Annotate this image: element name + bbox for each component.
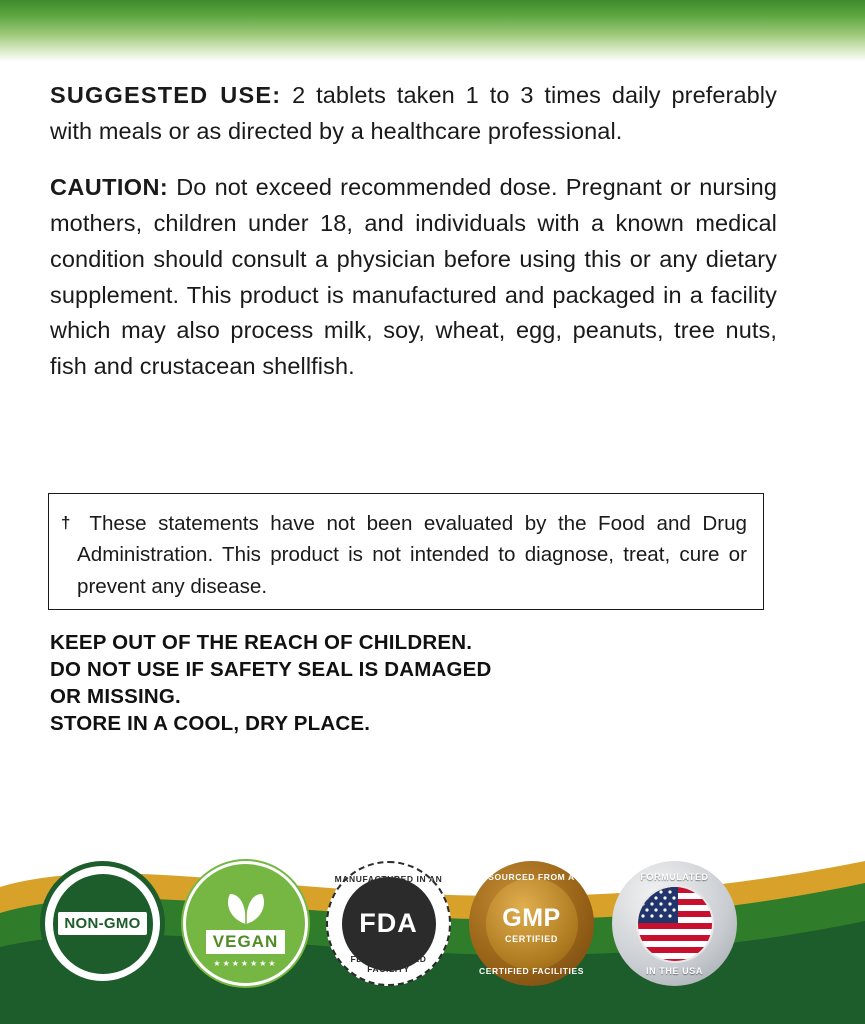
badge-non-gmo-icon [40, 861, 165, 986]
suggested-use-heading: SUGGESTED USE: [50, 82, 282, 108]
label-text-content [50, 78, 777, 385]
badge-gmp-sublabel: CERTIFIED [505, 933, 558, 944]
usa-flag-icon [636, 885, 714, 963]
badge-fda-label: FDA [359, 908, 418, 938]
warning-line: OR MISSING. [50, 685, 181, 709]
badge-formulated-in-usa-icon [612, 861, 737, 986]
fda-disclaimer-box [48, 493, 764, 610]
fda-disclaimer-paragraph [61, 508, 747, 602]
top-green-band [0, 0, 865, 62]
badge-gmp-arc-bottom: CERTIFIED FACILITIES [478, 966, 585, 976]
badge-fda-arc-bottom: FDA INSPECTED FACILITY [350, 954, 427, 974]
badge-usa-arc-top: FORMULATED [640, 872, 709, 882]
badge-gmp-label: GMP [502, 903, 561, 932]
fda-disclaimer-text: These statements have not been evaluated by the Food and Drug Administration. This product is not intended to diagnose, treat, cure or prevent any disease. [77, 512, 747, 598]
badge-vegan-icon [183, 861, 308, 986]
caution-heading: CAUTION: [50, 174, 169, 201]
badge-non-gmo-label: NON-GMO [58, 912, 146, 935]
badge-gmp-arc-top: SOURCED FROM A [488, 872, 575, 882]
suggested-use-paragraph [50, 78, 777, 149]
warning-line: STORE IN A COOL, DRY PLACE. [50, 712, 371, 736]
badge-fda-arc-top: MANUFACTURED IN AN [334, 874, 443, 884]
warning-line: KEEP OUT OF THE REACH OF CHILDREN. [50, 631, 473, 654]
certification-badges-row [0, 861, 865, 986]
badge-vegan-label: VEGAN [206, 930, 285, 954]
badge-gmp-icon [469, 861, 594, 986]
suggested-use-body: 2 tablets taken 1 to 3 times daily preferably with meals or as directed by a healthcare professional. [50, 82, 777, 144]
caution-paragraph [50, 170, 777, 384]
warnings-block [50, 629, 750, 737]
non-gmo-inner-circle [53, 874, 153, 974]
caution-body: Do not exceed recommended dose. Pregnant or nursing mothers, children under 18, and individuals with a known medical condition should consult a physician before using this or any dietary supplement. This product is manufactured and packaged in a facility which may also process milk, soy, wheat, egg, peanuts, tree nuts, fish and crustacean shellfish. [50, 174, 777, 380]
badge-vegan-stars: ★★★★★★★ [213, 958, 278, 968]
leaf-icon [223, 888, 269, 928]
badge-fda-icon [326, 861, 451, 986]
dagger-symbol: † [61, 513, 77, 532]
gmp-inner-circle [486, 878, 578, 970]
warning-line: DO NOT USE IF SAFETY SEAL IS DAMAGED [50, 658, 492, 682]
badge-usa-arc-bottom: IN THE USA [645, 966, 703, 976]
